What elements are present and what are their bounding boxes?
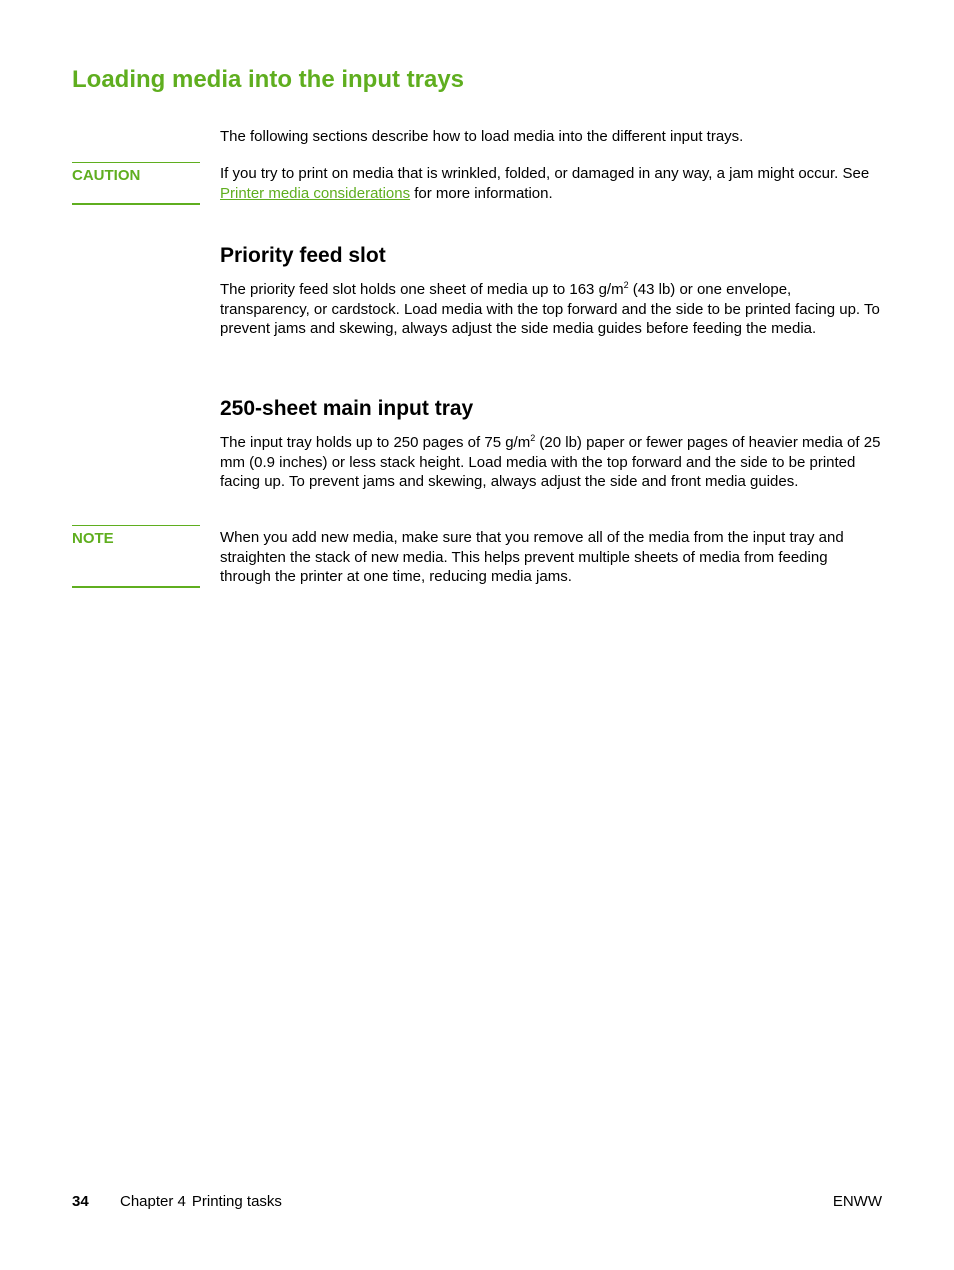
- intro-paragraph: The following sections describe how to load media into the different input trays.: [220, 128, 744, 145]
- printer-media-considerations-link[interactable]: Printer media considerations: [220, 184, 411, 202]
- caution-text-after: for more information.: [410, 184, 553, 202]
- main-text-before: The input tray holds up to 250 pages of 75 g/m: [220, 434, 531, 451]
- caution-text: [220, 164, 882, 203]
- priority-feed-slot-heading: Priority feed slot: [220, 244, 386, 267]
- footer-chapter: [120, 1192, 282, 1211]
- priority-text-after: (43 lb) or one envelope, transparency, or cardstock. Load media with the top forward and the side to be printed facing up. To prevent jams and skewing, always adjust the side media guides before feeding the media.: [220, 281, 880, 337]
- footer-chapter-title: Printing tasks: [191, 1193, 282, 1210]
- main-input-tray-text: [220, 433, 882, 492]
- priority-feed-slot-text: [220, 280, 882, 339]
- note-label: NOTE: [72, 525, 200, 548]
- main-input-tray-heading: 250-sheet main input tray: [220, 397, 474, 420]
- page-title: Loading media into the input trays: [72, 66, 465, 93]
- note-divider: [72, 586, 200, 588]
- superscript: 2: [623, 280, 629, 290]
- caution-text-before: If you try to print on media that is wrinkled, folded, or damaged in any way, a jam might occur. See: [220, 165, 870, 182]
- note-text: When you add new media, make sure that you remove all of the media from the input tray and straighten the stack of new media. This helps prevent multiple sheets of media from feeding through the printer at one time, reducing media jams.: [220, 529, 844, 585]
- caution-divider: [72, 203, 200, 205]
- footer-enww: ENWW: [832, 1193, 882, 1210]
- caution-label: CAUTION: [72, 162, 200, 185]
- footer-chapter-number: Chapter 4: [120, 1193, 186, 1210]
- page-number: 34: [72, 1193, 89, 1210]
- priority-text-before: The priority feed slot holds one sheet of media up to 163 g/m: [220, 281, 624, 298]
- superscript: 2: [530, 433, 536, 443]
- main-text-after: (20 lb) paper or fewer pages of heavier media of 25 mm (0.9 inches) or less stack height. Load media with the top forward and the side to be printed facing up. To prevent jams and skewing, always adjust the side and front media guides.: [220, 434, 881, 490]
